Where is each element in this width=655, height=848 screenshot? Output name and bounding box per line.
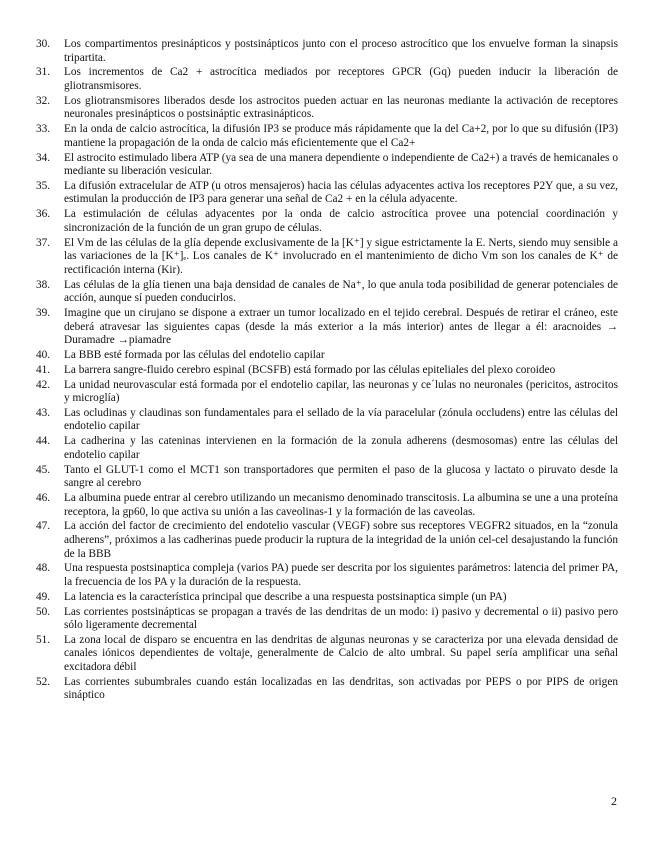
item-number: 52. xyxy=(36,675,51,688)
list-item xyxy=(36,435,618,462)
list-item xyxy=(36,520,618,561)
item-text: El astrocito estimulado libera ATP (ya sea de una manera dependiente o independiente de Ca2+) a través de hemicanales o mediante su liberación vesicular. xyxy=(64,151,618,178)
item-text: La BBB esté formada por las células del endotelio capilar xyxy=(64,348,325,361)
item-number: 30. xyxy=(36,38,51,50)
item-text: La barrera sangre-fluido cerebro espinal (BCSFB) está formado por las células epiteliales del plexo coroideo xyxy=(64,363,556,376)
item-number: 35. xyxy=(36,179,51,192)
item-number: 36. xyxy=(36,208,51,221)
item-text: La cadherina y las cateninas intervienen en la formación de la zonula adherens (desmosomas) entre las células del endotelio capilar xyxy=(64,435,618,461)
item-number: 43. xyxy=(36,406,51,419)
document-page xyxy=(36,38,618,704)
item-number: 48. xyxy=(36,562,51,575)
item-number: 47. xyxy=(36,520,51,533)
item-number: 38. xyxy=(36,278,51,291)
item-number: 42. xyxy=(36,378,51,391)
statement-list xyxy=(36,38,618,703)
list-item xyxy=(36,676,618,703)
item-text: Tanto el GLUT-1 como el MCT1 son transportadores que permiten el paso de la glucosa y lactato o piruvato desde la sangre al cerebro xyxy=(64,463,618,490)
list-item xyxy=(36,634,618,675)
item-text: Las ocludinas y claudinas son fundamentales para el sellado de la vía paracelular (zónula occludens) entre las células del endotelio capilar xyxy=(64,406,618,433)
item-number: 45. xyxy=(36,463,51,476)
list-item xyxy=(36,407,618,434)
list-item xyxy=(36,95,618,122)
item-text: Los incrementos de Ca2 + astrocítica mediados por receptores GPCR (Gq) pueden inducir la liberación de gliotransmisores. xyxy=(64,66,618,92)
item-number: 32. xyxy=(36,94,51,107)
item-text: La estimulación de células adyacentes por la onda de calcio astrocítica provee una potencial coordinación y sincronización de la función de un gran grupo de células. xyxy=(64,208,618,234)
list-item xyxy=(36,562,618,589)
item-number: 34. xyxy=(36,151,51,164)
list-item xyxy=(36,38,618,65)
list-item xyxy=(36,66,618,93)
list-item xyxy=(36,349,618,363)
item-text: La acción del factor de crecimiento del endotelio vascular (VEGF) sobre sus receptores VEGFR2 situados, en la “zonula adherens”, próximos a las cadherinas puede producir la ruptura de la integridad de la unión cel-cel desajustando la función de la BBB xyxy=(64,520,618,560)
list-item xyxy=(36,379,618,406)
item-number: 39. xyxy=(36,306,51,319)
list-item xyxy=(36,307,618,348)
item-text: La unidad neurovascular está formada por el endotelio capilar, las neuronas y ce´lulas no neuronales (pericitos, astrocitos y microglía) xyxy=(64,378,618,405)
item-number: 44. xyxy=(36,435,51,448)
item-number: 41. xyxy=(36,363,51,376)
list-item xyxy=(36,492,618,519)
item-number: 49. xyxy=(36,590,51,603)
list-item xyxy=(36,364,618,378)
item-number: 51. xyxy=(36,633,51,646)
list-item xyxy=(36,152,618,179)
list-item xyxy=(36,464,618,491)
list-item xyxy=(36,279,618,306)
list-item xyxy=(36,123,618,150)
item-text: Las células de la glía tienen una baja densidad de canales de Na⁺, lo que anula toda posibilidad de generar potenciales de acción, aunque sí pueden conducirlos. xyxy=(64,278,618,305)
list-item xyxy=(36,180,618,207)
item-number: 50. xyxy=(36,605,51,618)
item-text: Imagine que un cirujano se dispone a extraer un tumor localizado en el tejido cerebral. Después de retirar el cráneo, este deberá atravesar las siguientes capas (desde la más exterior a la más interior) antes de llegar a él: aracnoides → Duramadre →piamadre xyxy=(64,306,618,347)
item-text: El Vm de las células de la glía depende exclusivamente de la [K⁺] y sigue estrictamente la E. Nerts, siendo muy sensible a las variaciones de la [K⁺]ₑ. Los canales de K⁺ involucrado en el mantenimiento de dicho Vm son los canales de K⁺ de rectificación interna (Kir). xyxy=(64,236,618,276)
list-item xyxy=(36,606,618,633)
item-number: 33. xyxy=(36,123,51,136)
item-number: 31. xyxy=(36,66,51,79)
item-text: La zona local de disparo se encuentra en las dendritas de algunas neuronas y se caracteriza por una elevada densidad de canales iónicos dependientes de voltaje, generalmente de Calcio de alto umbral. Su papel sería amplificar una señal excitadora débil xyxy=(64,633,618,674)
item-text: Las corrientes postsinápticas se propagan a través de las dendritas de un modo: i) pasivo y decremental o ii) pasivo pero sólo ligeramente decremental xyxy=(64,605,618,632)
page-number: 2 xyxy=(611,794,617,808)
item-text: La difusión extracelular de ATP (u otros mensajeros) hacia las células adyacentes activa los receptores P2Y que, a su vez, estimulan la producción de IP3 para generar una señal de Ca2 + en la célula adyacente. xyxy=(64,179,618,206)
item-text: Los gliotransmisores liberados desde los astrocitos pueden actuar en las neuronas mediante la activación de receptores neuronales presinápticos o postsináptic extrasinápticos. xyxy=(64,94,618,121)
item-text: Las corrientes subumbrales cuando están localizadas en las dendritas, son activadas por PEPS o por PIPS de origen sináptico xyxy=(64,675,618,702)
item-number: 40. xyxy=(36,348,51,361)
item-number: 46. xyxy=(36,492,51,504)
item-text: En la onda de calcio astrocítica, la difusión IP3 se produce más rápidamente que la del Ca+2, por lo que su difusión (IP3) mantiene la propagación de la onda de calcio más eficientemente que el Ca2+ xyxy=(64,123,618,149)
item-text: La latencia es la característica principal que describe a una respuesta postsinaptica simple (un PA) xyxy=(64,590,507,603)
list-item xyxy=(36,237,618,278)
item-text: La albumina puede entrar al cerebro utilizando un mecanismo denominado transcitosis. La albumina se une a una proteína receptora, la gp60, lo que activa su unión a las caveolinas-1 y la formación de las caveolas. xyxy=(64,492,618,518)
item-text: Los compartimentos presinápticos y postsinápticos junto con el proceso astrocítico que los envuelve forman la sinapsis tripartita. xyxy=(64,38,618,64)
list-item xyxy=(36,591,618,605)
item-number: 37. xyxy=(36,236,51,249)
item-text: Una respuesta postsinaptica compleja (varios PA) puede ser descrita por los siguientes parámetros: latencia del primer PA, la frecuencia de los PA y la duración de la respuesta. xyxy=(64,562,618,588)
list-item xyxy=(36,208,618,235)
